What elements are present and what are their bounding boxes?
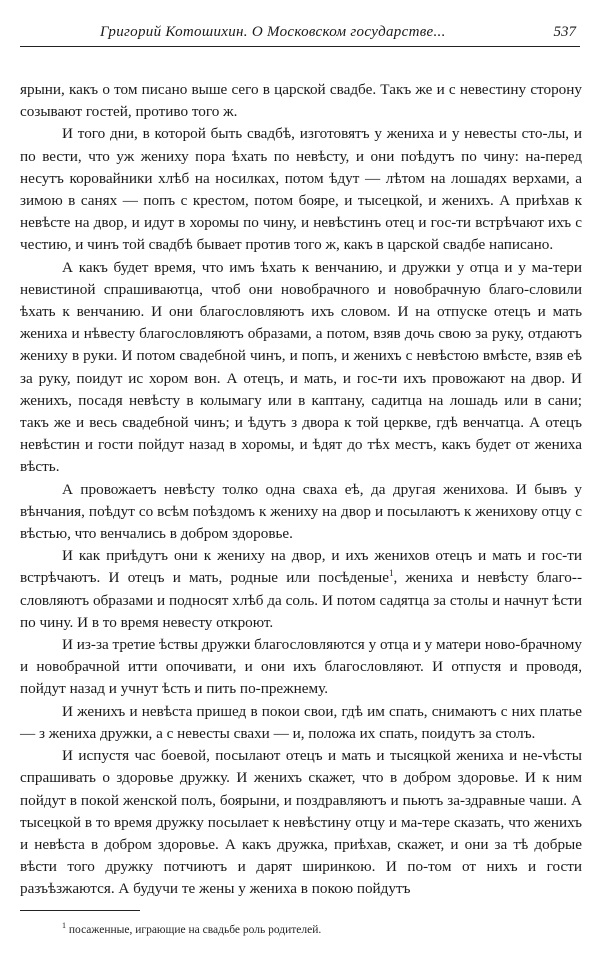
paragraph-8 <box>20 745 582 900</box>
page-number: 537 <box>553 24 576 40</box>
paragraph-5 <box>20 545 582 634</box>
paragraph-2 <box>20 123 582 256</box>
main-text <box>20 79 582 901</box>
paragraph-7 <box>20 701 582 745</box>
paragraph-5-text-after: , жениха и невѣсту благо-словляютъ образами и подносят хлѣб да соль. И потом садятца за столы и начнут ѣсти по чину. И в то время невесту откроют. <box>20 569 583 631</box>
paragraph-3-text: А какъ будет время, что имъ ѣхать к венчанию, и дружки у отца и у ма-тери невистиной спрашиваютца, чтоб они новобрачного и новобрачную благо-словили ѣхать к венчанию. И они благословляютъ ихъ словом. И на отпуске отецъ и мать жениха и нѣвесту благословляютъ образами, а потом, взяв дочь свою за руку, отдаютъ жениху в руки. И потом свадебной чинъ, и попъ, и женихъ с невѣстою вмѣсте, взяв еѣ за руку, поидут ис хором вон. А отецъ, и мать, и гос-ти ихъ провожают на двор. И женихъ, посадя невѣсту в колымагу или в каптану, садитца на лошадь или в сани; такъ же и весь свадебной чинъ; и ѣдутъ з двора к той церкве, гдѣ венчатца. А отецъ невѣстин и гости пойдут назад в хоромы, и ѣдят до тѣх местъ, какъ будет от жениха вѣсть. <box>20 258 582 476</box>
paragraph-6 <box>20 634 582 701</box>
paragraph-2-text: И того дни, в которой быть свадбѣ, изготовятъ у жениха и у невесты сто-лы, и по вести, что уж жениху пора ѣхать по невѣсту, и они поѣдутъ по чину: на-перед несутъ коровайники хлѣб на носилках, потом ѣдут — лѣтом на лошадях верхами, а зимою в санях — попъ с крестом, потом бояре, и тысецкой, и женихъ. А приѣхав к невѣсте на двор, и идут в хоромы по чину, и невѣстинъ отец и гос-ти встрѣчают ихъ с честию, и чинъ той свадбѣ бывает против того ж, какъ в царской свадбе написано. <box>20 125 582 254</box>
paragraph-5-text: И как приѣдутъ они к жениху на двор, и ихъ женихов отецъ и мать и гос-ти встрѣчаютъ. И отецъ и мать, родные или посѣденые <box>20 547 582 587</box>
running-title: Григорий Котошихин. О Московском государстве... <box>100 24 446 40</box>
paragraph-8-text: И испустя час боевой, посылают отецъ и мать и тысяцкой жениха и не-vѣсты спрашивать о здоровье дружку. И женихъ скажет, что в добром здоровье. И к ним пойдут в покой женской полъ, боярыни, и поздравляютъ и пьютъ за-здравные чаши. А тысецкой в то время дружку посылает к невѣстину отцу и ма-тере сказать, что женихъ и невѣста в добром здоровье. А какъ дружка, приѣхав, скажет, и они за тѣ добрые вѣсти того дружку потчиютъ и дарят ширинкою. И по-том от нихъ и гости разъѣзжаются. А будучи те жены у жениха в покою пойдутъ <box>20 747 582 898</box>
paragraph-4-text: А провожаетъ невѣсту толко одна сваха еѣ, да другая женихова. И бывъ у вѣнчания, поѣдут со всѣм поѣздомъ к жениху на двор и посылаютъ к женихову отцу с вѣстью, что венчались в добром здоровье. <box>20 480 582 543</box>
paragraph-1-text: ярыни, какъ о том писано выше сего в царской свадбе. Такъ же и с невестину сторону созывают гостей, противо того ж. <box>20 81 582 121</box>
footnote-marker: 1 <box>62 921 66 931</box>
paragraph-7-text: И женихъ и невѣста пришед в покои свои, гдѣ им спать, снимаютъ с них платье — з жениха дружки, а с невесты свахи — и, положа их спать, поидутъ за столъ. <box>20 702 582 742</box>
footnote-reference: 1 <box>388 568 394 579</box>
footnote-divider <box>20 910 140 911</box>
paragraph-1 <box>20 79 582 123</box>
paragraph-3 <box>20 257 582 479</box>
footnote <box>62 921 322 936</box>
running-header <box>20 22 580 47</box>
paragraph-4 <box>20 479 582 546</box>
footnote-text: посаженные, играющие на свадьбе роль родителей. <box>68 924 322 936</box>
paragraph-6-text: И из-за третие ѣствы дружки благословляются у отца и у матери ново-брачному и новобрачной итти опочивати, и они ихъ благословляют. И отпустя и проводя, пойдут назад и учнут ѣсть и пить по-прежнему. <box>20 636 582 698</box>
